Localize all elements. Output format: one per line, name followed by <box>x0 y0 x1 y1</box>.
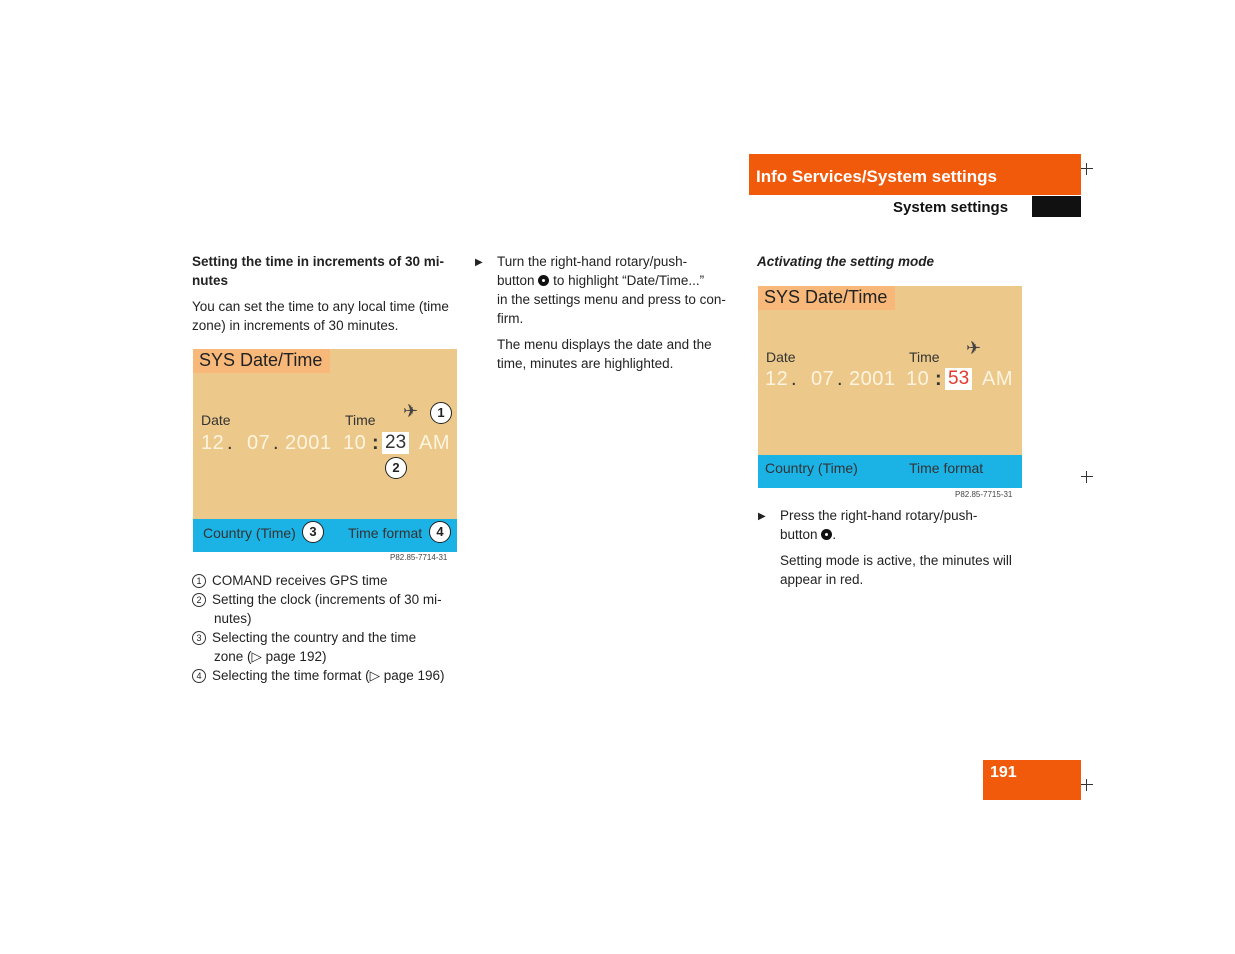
softkey-time-format: Time format <box>909 460 984 476</box>
rotary-button-icon <box>821 529 832 540</box>
time-minutes-red: 53 <box>945 368 972 390</box>
legend-item: 4 Selecting the time format (▷ page 196) <box>192 666 472 685</box>
date-separator: . <box>837 368 843 390</box>
satellite-icon: ✈ <box>966 338 982 358</box>
time-label: Time <box>909 349 940 365</box>
date-year: 2001 <box>849 368 896 390</box>
callout-1: 1 <box>430 402 452 424</box>
section-heading: Setting the time in increments of 30 mi- nutes <box>192 254 445 288</box>
softkey-country-time: Country (Time) <box>765 460 858 476</box>
instruction-result-1: The menu displays the date and the time, minutes are highlighted. <box>497 337 712 371</box>
date-month: 07 <box>811 368 835 390</box>
instruction-step-2: Press the right-hand rotary/push- button . <box>780 508 978 542</box>
date-label: Date <box>766 349 796 365</box>
instruction-result-2: Setting mode is active, the minutes will appear in red. <box>780 553 1012 587</box>
display-screenshot-2 <box>758 286 1022 488</box>
callout-2: 2 <box>385 457 407 479</box>
date-month: 07 <box>247 432 271 454</box>
time-hour: 10 <box>343 432 367 454</box>
legend-item: 3 Selecting the country and the time <box>192 628 472 647</box>
date-separator: . <box>227 432 233 454</box>
subsection-title: System settings <box>893 199 1009 216</box>
intro-text: You can set the time to any local time (time zone) in increments of 30 minutes. <box>192 299 449 333</box>
subheading-setting-mode: Activating the setting mode <box>757 254 935 269</box>
softkey-bar <box>193 519 457 552</box>
time-separator: : <box>372 432 379 454</box>
figure-caption-2: P82.85-7715-31 <box>955 490 1013 499</box>
rotary-button-icon <box>538 275 549 286</box>
date-year: 2001 <box>285 432 332 454</box>
date-day: 12 <box>765 368 789 390</box>
softkey-country-time: Country (Time) <box>203 525 296 541</box>
instruction-step-1: Turn the right-hand rotary/push- button to highlight “Date/Time...” in the settings menu and press to con- firm. <box>497 254 726 326</box>
crop-mark <box>1081 779 1093 791</box>
crop-mark <box>1081 163 1093 175</box>
subsection-marker-block <box>1032 196 1081 217</box>
date-day: 12 <box>201 432 225 454</box>
time-ampm: AM <box>419 432 450 454</box>
callout-3: 3 <box>302 521 324 543</box>
time-separator: : <box>935 368 942 390</box>
screen-title: SYS Date/Time <box>193 349 330 373</box>
page-number: 191 <box>990 764 1017 781</box>
time-label: Time <box>345 412 376 428</box>
screen-title: SYS Date/Time <box>758 286 895 310</box>
crop-mark <box>1081 471 1093 483</box>
date-label: Date <box>201 412 231 428</box>
callout-4: 4 <box>429 521 451 543</box>
bullet-arrow-icon: ▶ <box>758 511 766 522</box>
bullet-arrow-icon: ▶ <box>475 257 483 268</box>
legend-item: 2 Setting the clock (increments of 30 mi- <box>192 590 472 609</box>
softkey-bar <box>758 455 1022 488</box>
satellite-icon: ✈ <box>403 401 419 421</box>
display-screenshot-1 <box>193 349 457 552</box>
time-ampm: AM <box>982 368 1013 390</box>
time-hour: 10 <box>906 368 930 390</box>
section-title: Info Services/System settings <box>756 167 997 186</box>
callout-legend: 1 COMAND receives GPS time 2 Setting the clock (increments of 30 mi- nutes) 3 Selecting the country and the time zone (▷ page 192) 4 Selecting the time format (▷ page 196) <box>192 571 472 685</box>
legend-item: 1 COMAND receives GPS time <box>192 571 472 590</box>
date-separator: . <box>273 432 279 454</box>
date-separator: . <box>791 368 797 390</box>
time-minutes-highlighted: 23 <box>382 432 409 454</box>
softkey-time-format: Time format <box>348 525 423 541</box>
figure-caption-1: P82.85-7714-31 <box>390 553 448 562</box>
